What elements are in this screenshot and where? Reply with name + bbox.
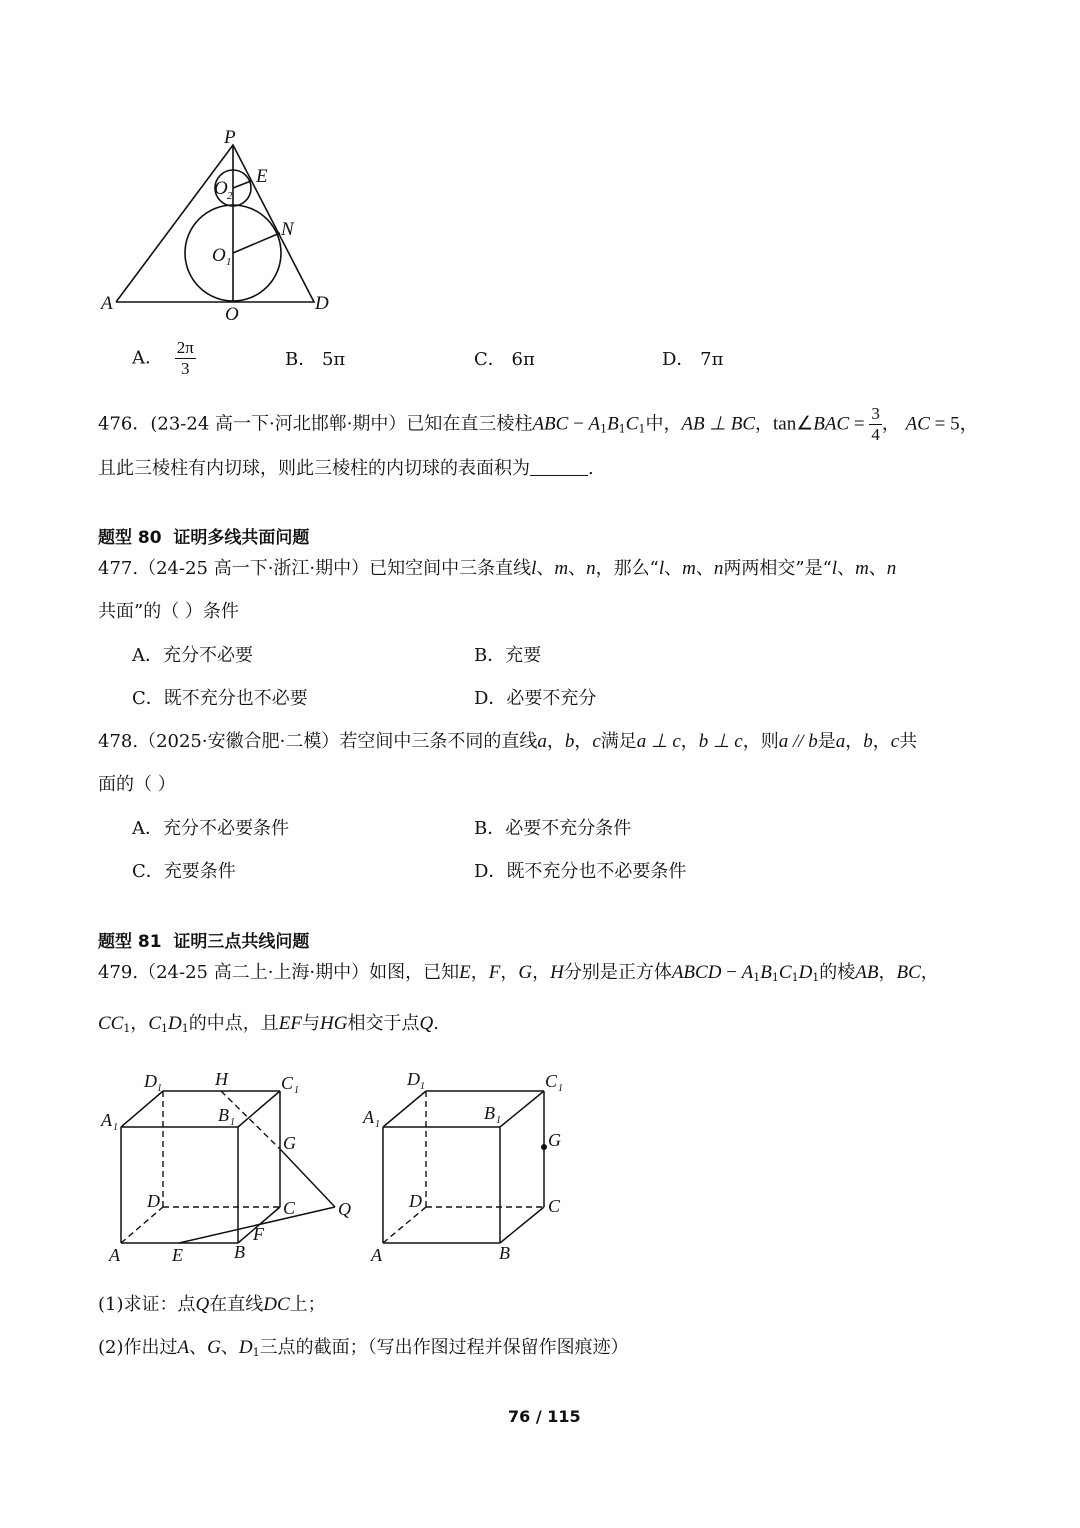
svg-text:1: 1 [558,1083,563,1094]
svg-text:1: 1 [496,1115,501,1126]
radius-o1n [233,233,280,253]
page-number: 76 / 115 [508,1407,581,1426]
label-g: G [283,1133,296,1153]
q477-option-d: D．必要不充分 [474,688,597,709]
label-a: A [109,1245,120,1265]
radius-o2e [233,181,251,188]
q476-line1: 476．(23-24 高一下·河北邯郸·期中）已知在直三棱柱ABC − $A_1B_1C_1$中，AB ⊥ BC，tan∠BAC = $\frac{3}{4}$ ， AC = 5， [98,404,979,444]
q477-line1: 477.（24-25 高一下·浙江·期中）已知空间中三条直线l、m、n，那么“l、m、n两两相交”是“l、m、n [98,558,897,579]
label-b: B [499,1243,510,1263]
label-c: C [548,1196,561,1216]
label-p: P [224,127,236,148]
label-h: H [215,1069,228,1089]
label-o: O [225,304,239,325]
svg-text:1: 1 [157,1083,162,1094]
q475-option-b: B． 5π [285,349,346,370]
point-g [541,1144,547,1150]
label-a: A [101,293,113,314]
label-q: Q [338,1199,351,1219]
q479-part1: (1)求证：点Q在直线DC上； [98,1294,326,1315]
section-heading-81: 题型 81 证明三点共线问题 [98,932,310,952]
label-c1: C [281,1073,294,1093]
cube-figure-left [95,1065,370,1275]
label-e: E [256,166,268,187]
label-o2: O [214,178,228,199]
svg-text:1: 1 [230,1117,235,1128]
q478-option-d: D．既不充分也不必要条件 [474,861,687,882]
section-heading-80: 题型 80 证明多线共面问题 [98,528,310,548]
q475-option-a: A． $\frac{2\pi}{3}$ [132,338,194,378]
q477-option-b: B．充要 [474,645,542,666]
svg-text:1: 1 [294,1085,299,1096]
q478-line2: 面的（ ） [98,774,176,795]
label-c1: C [545,1071,558,1091]
q478-option-c: C．充要条件 [132,861,236,882]
label-d: D [409,1191,422,1211]
fraction: $\frac{2\pi}{3}$ [176,338,194,378]
label-o1-sub: 1 [226,256,232,268]
label-e: E [172,1245,183,1265]
q475-option-d: D． 7π [662,349,724,370]
label-a1: A [101,1110,112,1130]
label-g: G [548,1130,561,1150]
label-d1: D [407,1069,420,1089]
q477-option-a: A．充分不必要 [132,645,253,666]
svg-text:1: 1 [375,1119,380,1130]
q478-option-b: B．必要不充分条件 [474,818,632,839]
label-o2-sub: 2 [227,190,233,202]
q478-line1: 478.（2025·安徽合肥·二模）若空间中三条不同的直线a，b，c满足a ⊥ c，b ⊥ c，则a // b是a，b，c共 [98,731,918,752]
cone-cross-section-figure [90,125,360,330]
label-f: F [253,1224,264,1244]
label-a: A [371,1245,382,1265]
label-d: D [147,1191,160,1211]
label-d1: D [144,1071,157,1091]
svg-text:1: 1 [113,1122,118,1133]
answer-blank[interactable] [530,457,588,476]
q479-part2: (2)作出过A、G、$D_1$三点的截面；（写出作图过程并保留作图痕迹） [98,1337,629,1359]
q477-line2: 共面”的（ ）条件 [98,601,239,622]
q475-option-c: C． 6π [474,349,535,370]
cube-figure-right [355,1065,585,1275]
label-c: C [283,1198,296,1218]
label-n: N [281,219,294,240]
label-a1: A [363,1107,374,1127]
svg-text:1: 1 [420,1081,425,1092]
label-o1: O [212,245,226,266]
label-d: D [315,293,329,314]
q479-line1: 479.（24-25 高二上·上海·期中）如图，已知E，F，G，H分别是正方体ABCD − $A_1B_1C_1D_1$的棱AB，BC， [98,962,939,984]
q478-option-a: A．充分不必要条件 [132,818,289,839]
q477-option-c: C．既不充分也不必要 [132,688,308,709]
q479-line2: $CC_1$，$C_1D_1$的中点，且EF与HG相交于点Q. [98,1013,439,1035]
q476-line2: 且此三棱柱有内切球，则此三棱柱的内切球的表面积为 . [98,458,594,479]
label-b1: B [218,1105,229,1125]
label-b1: B [484,1103,495,1123]
label-b: B [234,1242,245,1262]
fraction-3-4: $\frac{3}{4}$ [871,404,880,444]
